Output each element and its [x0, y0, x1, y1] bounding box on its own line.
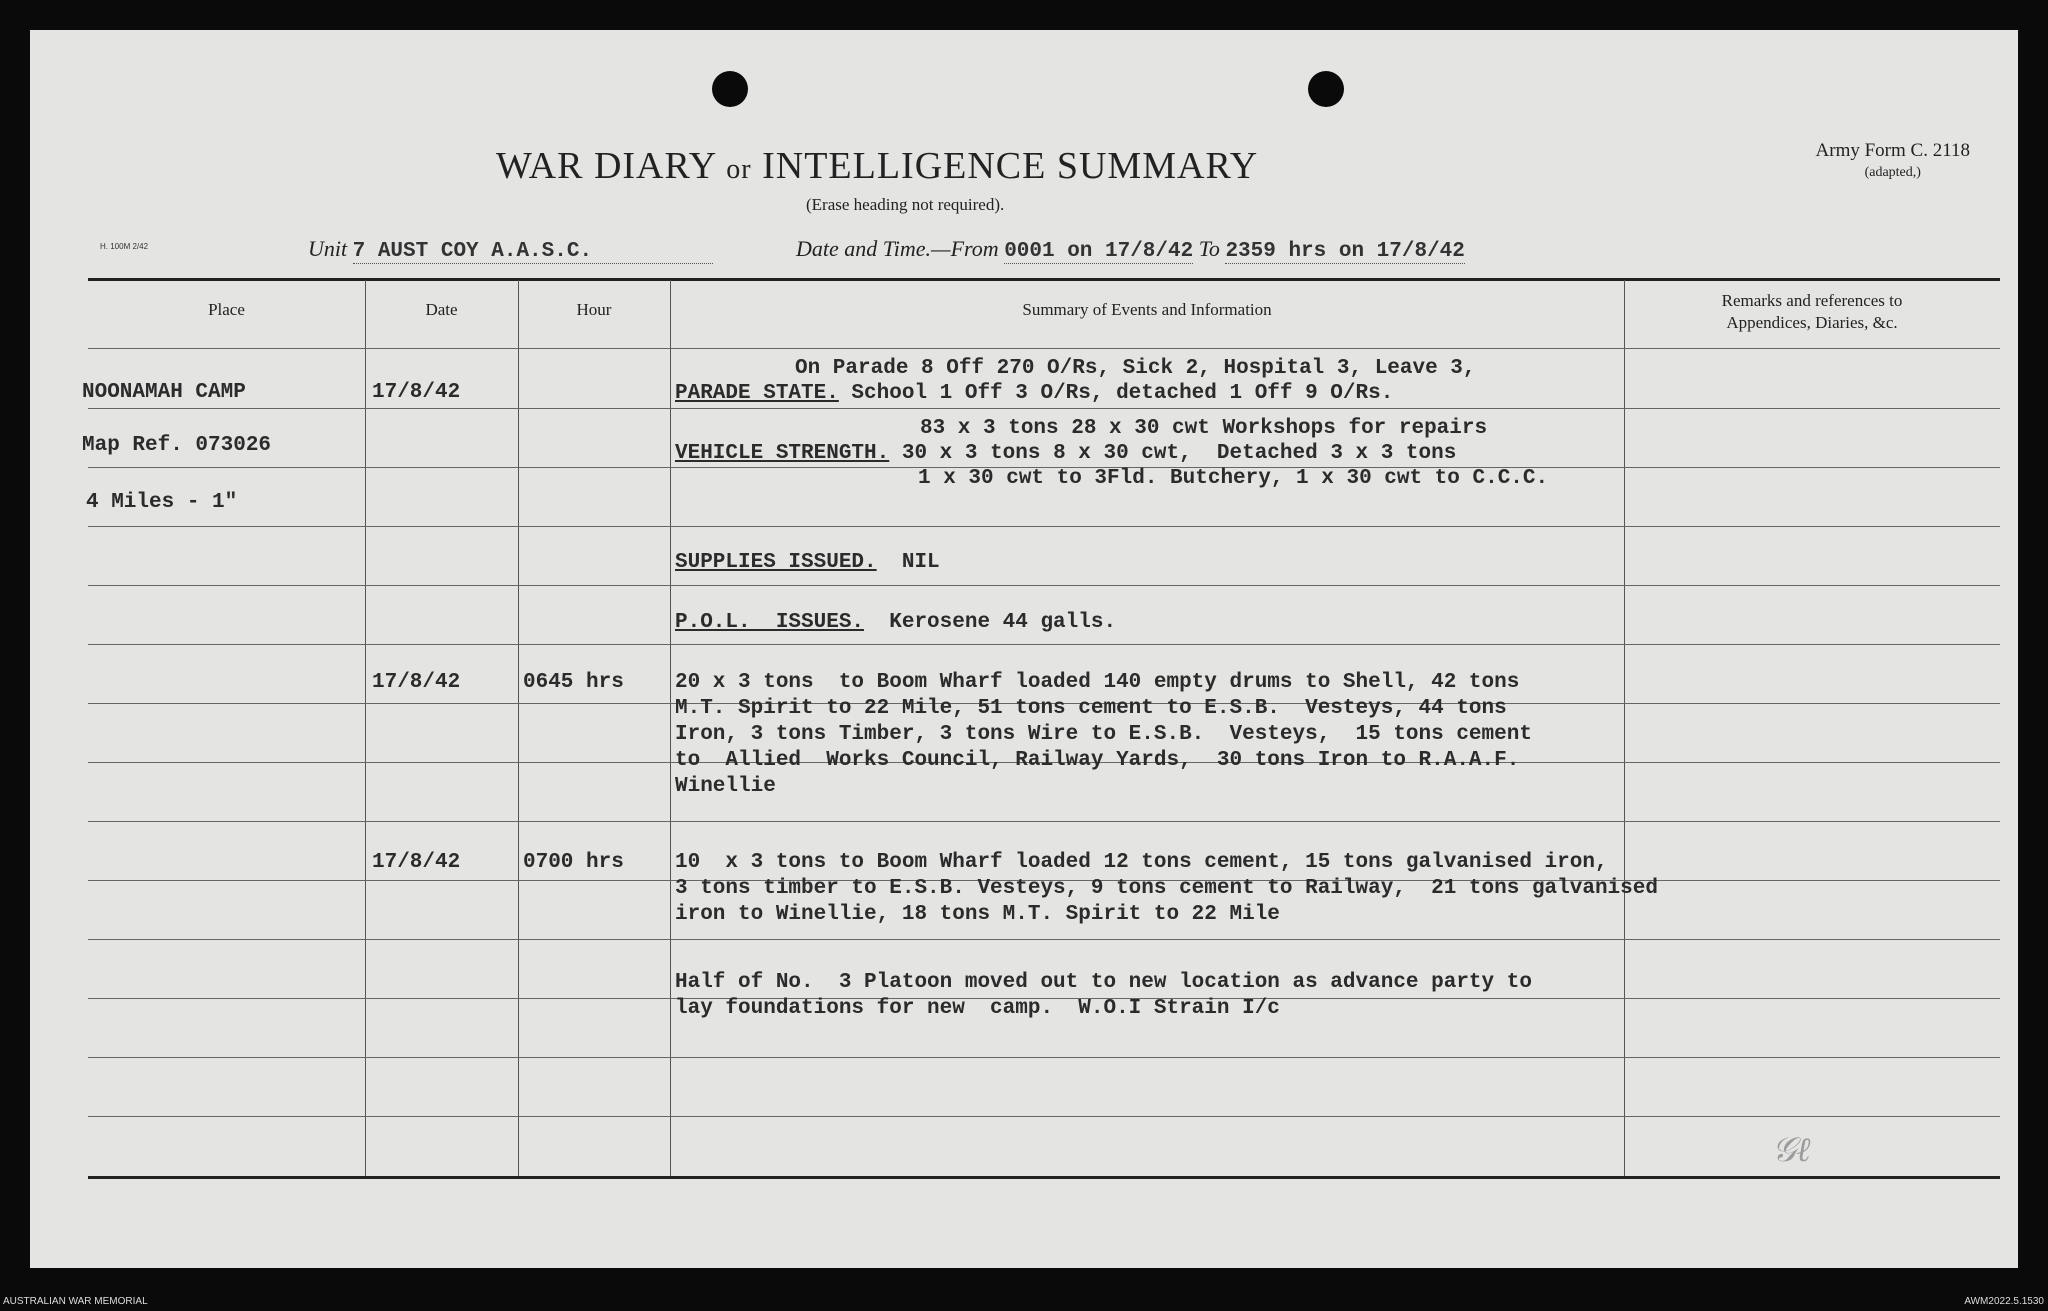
ruled-line — [88, 821, 2000, 822]
entry-4-line: Half of No. 3 Platoon moved out to new location as advance party to — [675, 971, 1532, 994]
footer-accession: AWM2022.5.1530 — [1964, 1296, 2044, 1307]
punch-hole-left — [712, 71, 748, 107]
ruled-line — [88, 348, 2000, 349]
parade-state-line1: On Parade 8 Off 270 O/Rs, Sick 2, Hospital 3, Leave 3, — [795, 357, 1476, 380]
col-header-remarks-line1: Remarks and references to — [1721, 291, 1903, 310]
vehicle-strength-label: VEHICLE STRENGTH. — [675, 442, 890, 465]
entry-4-text — [675, 970, 1532, 1022]
pol-label: P.O.L. ISSUES. — [675, 611, 865, 634]
entry-3-line: iron to Winellie, 18 tons M.T. Spirit to 22 Mile — [675, 903, 1280, 926]
col-header-summary: Summary of Events and Information — [1022, 300, 1272, 319]
punch-hole-right — [1308, 71, 1344, 107]
ruled-line — [88, 1116, 2000, 1117]
col-header-hour: Hour — [576, 300, 612, 319]
parade-state-detail: School 1 Off 3 O/Rs, detached 1 Off 9 O/Rs. — [838, 382, 1394, 405]
form-number-text: Army Form C. 2118 — [1815, 140, 1970, 161]
col-header-place: Place — [208, 300, 245, 319]
title-or: or — [726, 154, 752, 185]
entry-2-text — [675, 670, 1532, 800]
title-part2: INTELLIGENCE SUMMARY — [762, 145, 1259, 187]
entry-2-line: M.T. Spirit to 22 Mile, 51 tons cement to E.S.B. Vesteys, 44 tons — [675, 697, 1507, 720]
to-label: To — [1198, 236, 1220, 261]
unit-value: 7 AUST COY A.A.S.C. — [353, 240, 713, 264]
map-scale: 4 Miles - 1" — [86, 491, 238, 514]
vehicle-strength-line3: 1 x 30 cwt to 3Fld. Butchery, 1 x 30 cwt to C.C.C. — [918, 467, 1549, 490]
pol-value: Kerosene 44 galls. — [864, 611, 1117, 634]
print-code: H. 100M 2/42 — [100, 242, 149, 251]
ruled-line — [88, 939, 2000, 940]
col-header-remarks — [1624, 290, 2000, 334]
col-divider-hour — [670, 280, 671, 1176]
vehicle-strength-line2 — [675, 441, 1456, 467]
entry-hour-2: 0645 hrs — [523, 671, 624, 694]
place-name: NOONAMAH CAMP — [82, 381, 246, 404]
col-divider-place — [365, 280, 366, 1176]
map-ref: Map Ref. 073026 — [82, 434, 272, 457]
entry-date-3: 17/8/42 — [372, 851, 461, 874]
footer-source: AUSTRALIAN WAR MEMORIAL — [3, 1296, 148, 1307]
parade-state-label: PARADE STATE. — [675, 382, 839, 405]
form-number — [1816, 138, 1970, 183]
page-title — [496, 144, 1258, 188]
date-to: 2359 hrs on 17/8/42 — [1225, 240, 1465, 263]
entry-2-line: 20 x 3 tons to Boom Wharf loaded 140 empty drums to Shell, 42 tons — [675, 671, 1520, 694]
col-header-date: Date — [425, 300, 458, 319]
date-from: 0001 on 17/8/42 — [1004, 240, 1194, 263]
entry-2-line: Iron, 3 tons Timber, 3 tons Wire to E.S.B. Vesteys, 15 tons cement — [675, 723, 1532, 746]
entry-date-2: 17/8/42 — [372, 671, 461, 694]
supplies-label: SUPPLIES ISSUED. — [675, 551, 877, 574]
vehicle-strength-line1: 83 x 3 tons 28 x 30 cwt Workshops for repairs — [920, 417, 1488, 440]
parade-state-line2 — [675, 381, 1393, 407]
form-adapted-text: (adapted,) — [1864, 164, 1921, 180]
entry-2-line: to Allied Works Council, Railway Yards, 30 tons Iron to R.A.A.F. — [675, 749, 1520, 772]
supplies-issued — [675, 550, 940, 576]
unit-line — [308, 236, 713, 264]
col-header-remarks-line2: Appendices, Diaries, &c. — [1726, 313, 1898, 332]
col-divider-date — [518, 280, 519, 1176]
ruled-line — [88, 585, 2000, 586]
vehicle-strength-detail: 30 x 3 tons 8 x 30 cwt, Detached 3 x 3 tons — [889, 442, 1457, 465]
ruled-line — [88, 526, 2000, 527]
pol-issues — [675, 610, 1116, 636]
handwritten-initials: 𝒢ℓ — [1772, 1130, 1811, 1170]
table-bottom-rule — [88, 1176, 2000, 1179]
entry-hour-3: 0700 hrs — [523, 851, 624, 874]
entry-3-text — [675, 850, 1658, 928]
date-line — [796, 236, 1465, 264]
col-divider-summary — [1624, 280, 1625, 1176]
date-label: Date and Time.—From — [796, 236, 999, 261]
entry-3-line: 3 tons timber to E.S.B. Vesteys, 9 tons cement to Railway, 21 tons galvanised — [675, 877, 1658, 900]
ruled-line — [88, 408, 2000, 409]
diary-sheet — [30, 30, 2018, 1268]
entry-4-line: lay foundations for new camp. W.O.I Strain I/c — [675, 997, 1280, 1020]
page-subtitle: (Erase heading not required). — [806, 195, 1005, 214]
entry-date-1: 17/8/42 — [372, 381, 461, 404]
table-top-rule — [88, 278, 2000, 281]
ruled-line — [88, 644, 2000, 645]
entry-2-line: Winellie — [675, 775, 776, 798]
supplies-value: NIL — [876, 551, 940, 574]
ruled-line — [88, 1057, 2000, 1058]
unit-label: Unit — [308, 236, 348, 261]
entry-3-line: 10 x 3 tons to Boom Wharf loaded 12 tons cement, 15 tons galvanised iron, — [675, 851, 1608, 874]
title-part1: WAR DIARY — [496, 145, 716, 187]
